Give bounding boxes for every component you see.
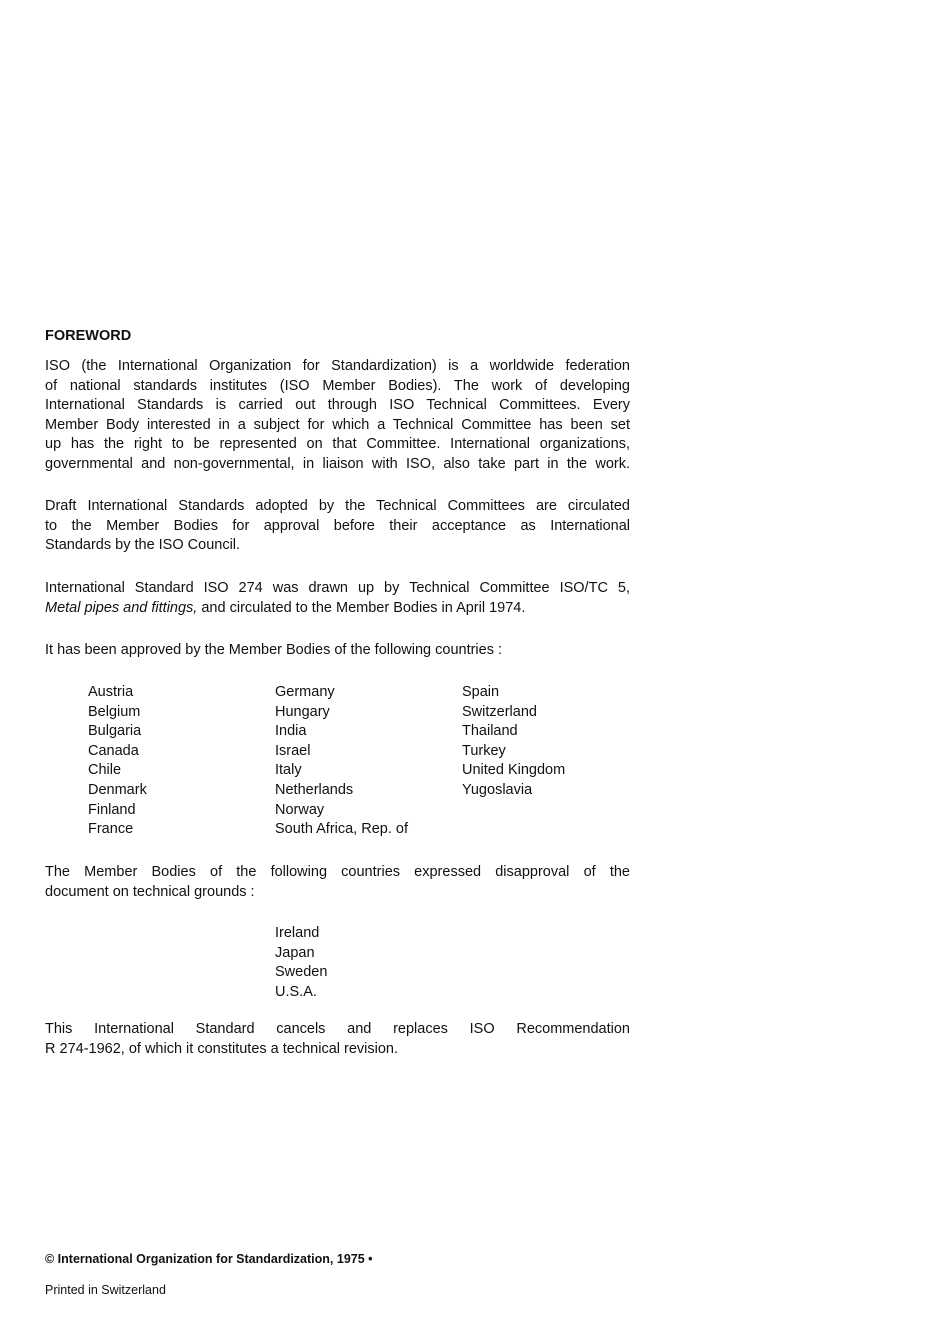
country: India [275,723,307,740]
copyright-notice: © International Organization for Standardization, 1975 • [45,1252,373,1266]
printed-notice: Printed in Switzerland [45,1283,166,1297]
text-line: International Standard ISO 274 was drawn up by Technical Committee ISO/TC 5, [45,580,630,596]
country: Israel [275,742,311,759]
text-line: document on technical grounds : [45,883,255,900]
committee-title: Metal pipes and fittings, [45,599,198,616]
text-line: of national standards institutes (ISO Member Bodies). The work of developing [45,377,630,394]
country: Hungary [275,703,330,720]
country: Netherlands [275,781,354,798]
country: Switzerland [462,703,537,720]
text-line: Standards by the ISO Council. [45,537,241,554]
country: Spain [462,684,500,700]
country: Yugoslavia [462,781,533,798]
text-line: up has the right to be represented on that Committee. International organizations, [45,436,630,453]
country: Denmark [88,781,147,798]
country: Bulgaria [88,723,142,740]
text-line: R 274-1962, of which it constitutes a technical revision. [45,1040,399,1057]
text-line: This International Standard cancels and replaces ISO Recommendation [45,1021,630,1037]
country: Finland [88,801,136,818]
paragraph-disapproval [45,863,630,902]
text-line: Draft International Standards adopted by the Technical Committees are circulated [45,498,630,514]
country: Belgium [88,703,141,720]
paragraph-approval: It has been approved by the Member Bodies of the following countries : [45,642,503,658]
country: Italy [275,762,302,779]
country: Austria [88,684,134,700]
text-line: Metal pipes and fittings, and circulated to the Member Bodies in April 1974. [45,599,526,616]
country: Turkey [462,742,506,759]
country: Ireland [275,925,320,941]
country: Japan [275,944,315,961]
country: France [88,821,134,838]
text-line: governmental and non-governmental, in liaison with ISO, also take part in the work. [45,455,630,472]
text-line: The Member Bodies of the following countries expressed disapproval of the [45,864,630,880]
paragraph-iso-274 [45,579,630,618]
approving-countries-col-1 [88,683,147,840]
country: South Africa, Rep. of [275,821,408,838]
country: Chile [88,762,122,779]
text-line: Member Body interested in a subject for which a Technical Committee has been set [45,416,630,433]
country: Germany [275,684,335,700]
approving-countries-col-3 [462,683,565,801]
country: United Kingdom [462,762,566,779]
country: Sweden [275,964,328,981]
foreword-heading: FOREWORD [45,328,132,344]
approving-countries-col-2 [275,683,408,840]
country: Canada [88,742,139,759]
paragraph-replaces [45,1020,630,1059]
text-line: to the Member Bodies for approval before their acceptance as International [45,517,630,534]
paragraph-draft-standards [45,497,630,556]
country: Norway [275,801,325,818]
country: Thailand [462,723,518,740]
disapproving-countries [275,924,327,1002]
text-line: International Standards is carried out through ISO Technical Committees. Every [45,397,630,414]
text-line: ISO (the International Organization for Standardization) is a worldwide federation [45,358,630,374]
country: U.S.A. [275,983,317,1000]
paragraph-iso-intro [45,357,630,475]
